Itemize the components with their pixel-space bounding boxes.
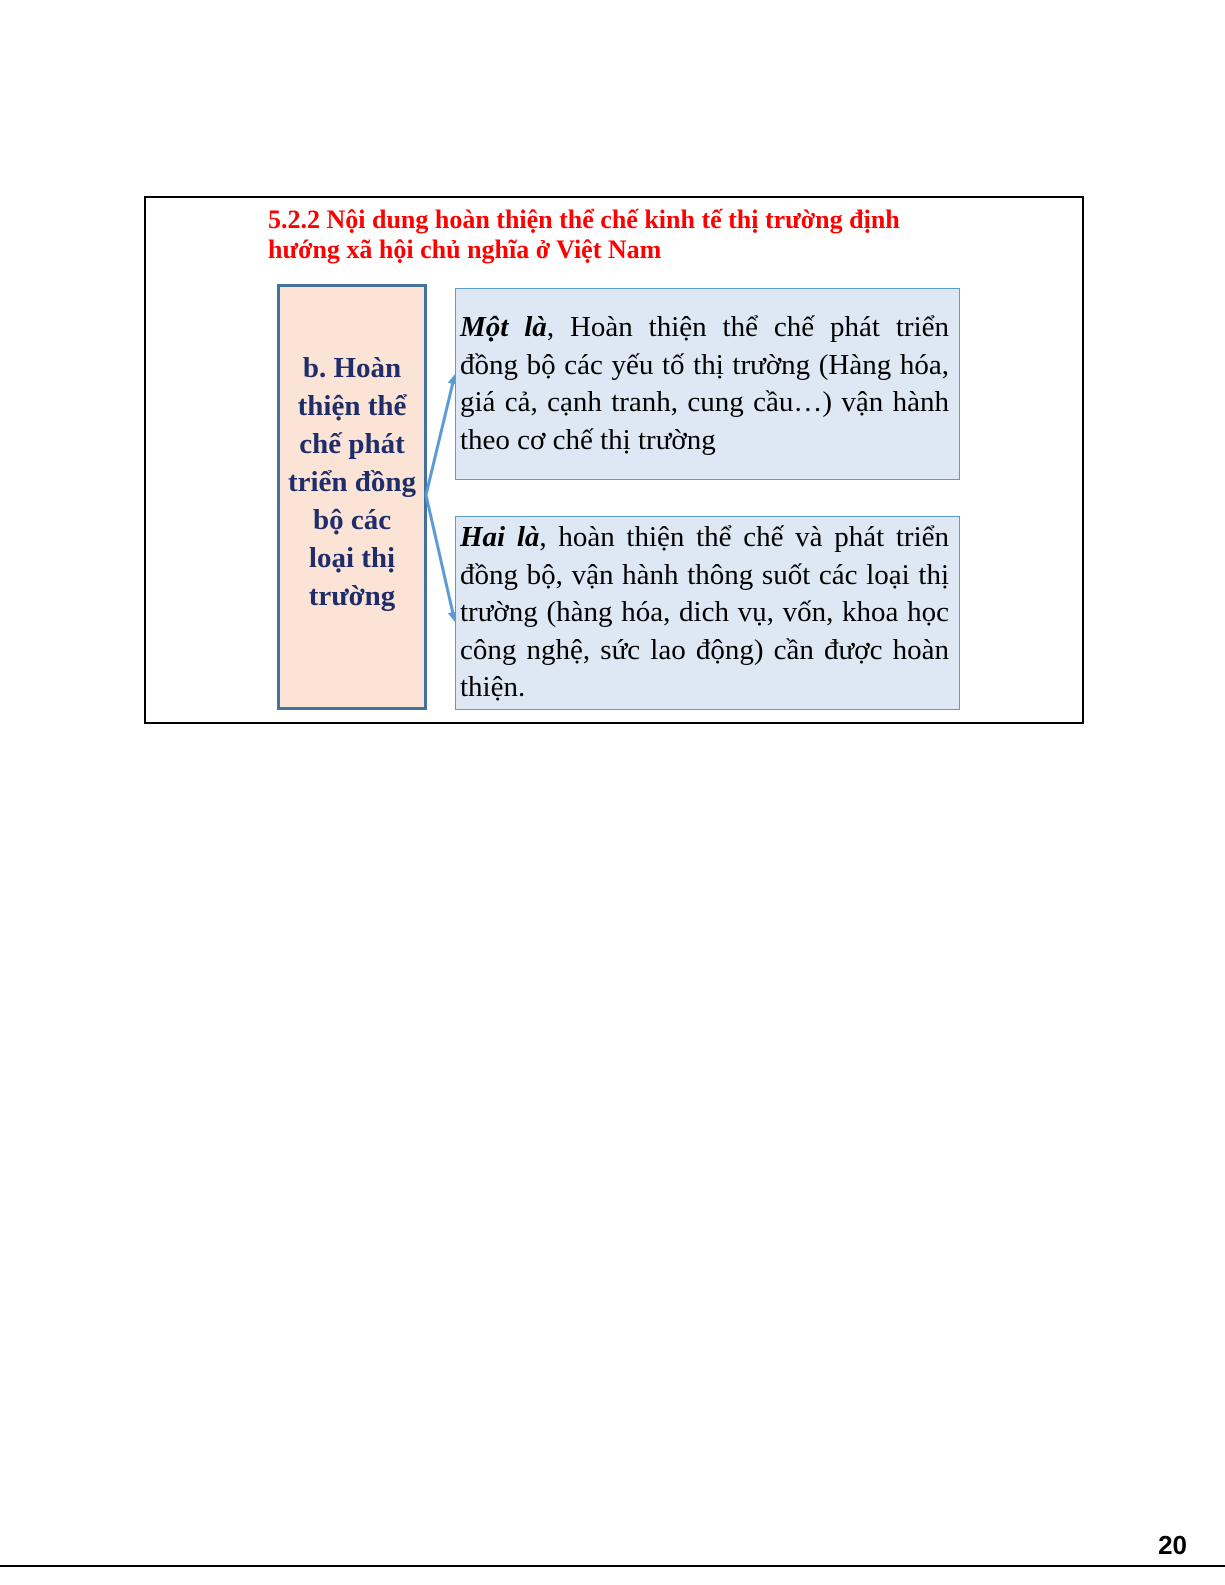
footer-rule — [0, 1565, 1225, 1567]
item-one-lead: Một là — [460, 311, 547, 343]
arrow-to-item-one — [426, 378, 454, 495]
arrow-to-item-two — [426, 495, 454, 618]
page-number: 20 — [1158, 1530, 1187, 1560]
item-two-text: , hoàn thiện thể chế và phát triển đồng bộ, vận hành thông suốt các loại thị trường (hàng hóa, dich vụ, vốn, khoa học công nghệ, sức lao động) cần được hoàn thiện. — [460, 521, 949, 703]
item-two-box — [455, 516, 960, 710]
item-two-lead: Hai là — [460, 521, 540, 553]
item-one-text: , Hoàn thiện thể chế phát triển đồng bộ các yếu tố thị trường (Hàng hóa, giá cả, cạnh tranh, cung cầu…) vận hành theo cơ chế thị trường — [460, 311, 950, 456]
slide-title: 5.2.2 Nội dung hoàn thiện thể chế kinh tế thị trường định hướng xã hội chủ nghĩa ở Việt Nam — [268, 205, 900, 264]
item-one-box — [455, 288, 960, 480]
category-label: b. Hoàn thiện thể chế phát triển đồng bộ các loại thị trường — [287, 352, 417, 612]
category-box — [277, 284, 427, 710]
